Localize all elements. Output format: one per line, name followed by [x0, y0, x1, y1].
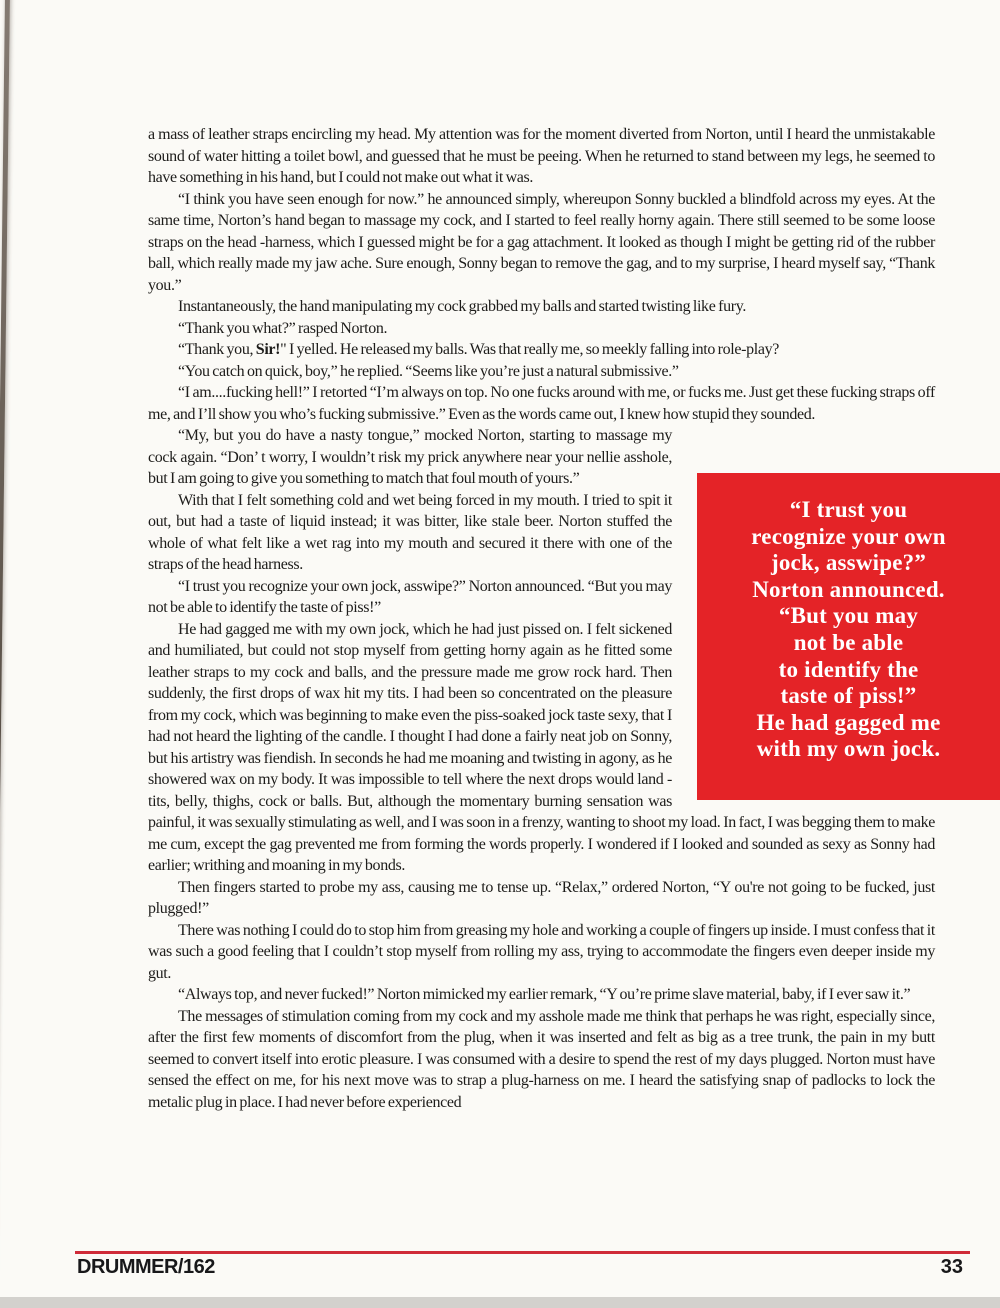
pull-quote: [697, 473, 1000, 800]
pull-quote-line: taste of piss!”: [780, 683, 917, 709]
pull-quote-line: “I trust you: [789, 497, 908, 522]
paragraph-text: “Thank you,: [178, 341, 256, 358]
pull-quote-line: not be able: [793, 629, 904, 655]
footer-magazine-title: DRUMMER/162: [77, 1256, 215, 1278]
paragraph: “You catch on quick, boy,” he replied. “Seems like you’re just a natural submissive.”: [178, 362, 679, 380]
pull-quote-line: jock, asswipe?”: [770, 550, 927, 576]
bold-word: Sir!: [255, 341, 281, 358]
paragraph-text: " I yelled. He released my balls. Was that really me, so meekly falling into role-play?: [280, 341, 780, 358]
paragraph: a mass of leather straps encircling my head. My attention was for the moment diverted from Norton, until I heard the unmistakable sound of water hitting a toilet bowl, and guessed that he must be peeing. When he returned to stand between my legs, he seemed to have something in his hand, but I could not make out what it was.: [148, 126, 935, 186]
paragraph: “I trust you recognize your own jock, asswipe?” Norton announced. “But you may not be able to identify the taste of piss!”: [148, 577, 672, 616]
page-bottom-edge: [0, 1297, 1000, 1308]
paragraph: “Always top, and never fucked!” Norton mimicked my earlier remark, “Y ou’re prime slave material, baby, if I ever saw it.”: [178, 986, 911, 1003]
paragraph: “Thank you what?” rasped Norton.: [178, 319, 388, 337]
pull-quote-line: He had gagged me: [756, 709, 941, 735]
footer-rule: [75, 1251, 970, 1254]
paragraph: He had gagged me with my own jock, which he had just pissed on. I felt sickened and humiliated, but could not stop myself from getting horny again as he fitted some leather straps to my cock and balls, and the pressure made me grow rock hard. Then suddenly, the first drops of wax hit my tits. I had been so concentrated on the pleasure from my cock, which was beginning to make even the piss-soaked jock taste sexy, that I had not heard the lighting of the candle. I thought I had done a fairly neat job on Sonny, but his artistry was fiendish. In seconds he had me moaning and twisting in agony, as he showered wax on my body. It was impossible to tell where the next drops would land - tits, belly, thighs, cock or balls. But, although the momentary burning sensation was painful, it was sexually stimulating as well, and I was soon in a frenzy, wanting to shoot my load. In fact, I was begging them to make me cum, except the gag prevented me from forming the words properly. I wondered if I looked and sounded as sexy as Sonny had earlier; writhing and moaning in my bonds.: [148, 620, 935, 874]
paragraph: With that I felt something cold and wet being forced in my mouth. I tried to spit it out, but had a taste of liquid instead; it was bitter, like stale beer. Norton stuffed the whole of what felt like a wet rag into my mouth and secured it there with one of the straps of the head harness.: [148, 491, 672, 573]
paragraph: “My, but you do have a nasty tongue,” mocked Norton, starting to massage my cock again. “Don’ t worry, I wouldn’t risk my prick anywhere near your nellie asshole, but I am going to give you something to match that foul mouth of yours.”: [148, 427, 672, 487]
paragraph: “I am....fucking hell!” I retorted “I’m always on top. No one fucks around with me, or fucks me. Just get these fucking straps off me, and I’ll show you who’s fucking submissive.” Even as the words came out, I knew how stupid they sounded.: [148, 384, 935, 423]
footer-page-number: 33: [940, 1256, 963, 1278]
pull-quote-line: with my own jock.: [756, 736, 941, 762]
paragraph: “I think you have seen enough for now.” he announced simply, whereupon Sonny buckled a blindfold across my eyes. At the same time, Norton’s hand began to massage my cock, and I started to feel really horny again. There still seemed to be some loose straps on the head -harness, which I guessed might be for a gag attachment. It looked as though I might be getting rid of the rubber ball, which really made my jaw ache. Sure enough, Sonny began to remove the gag, and to my surprise, I heard myself say, “Thank you.”: [148, 190, 935, 294]
paragraph: There was nothing I could do to stop him from greasing my hole and working a couple of fingers up inside. I must confess that it was such a good feeling that I couldn’t stop myself from rolling my ass, trying to accommodate the fingers even deeper inside my gut.: [148, 921, 935, 982]
paragraph: The messages of stimulation coming from my cock and my asshole made me think that perhaps he was right, especially since, after the first few moments of discomfort from the plug, when it was inserted and felt as big as a tree trunk, the pain in my butt seemed to convert itself into erotic pleasure. I was consumed with a desire to spend the rest of my days plugged. Norton must have sensed the effect on me, for his next move was to strap a plug-harness on me. I heard the satisfying snap of padlocks to lock the metalic plug in place. I had never before experienced: [148, 1007, 935, 1111]
pull-quote-line: recognize your own: [751, 523, 946, 549]
pull-quote-line: “But you may: [778, 603, 919, 629]
paragraph: Instantaneously, the hand manipulating my cock grabbed my balls and started twisting like fury.: [178, 298, 746, 315]
paragraph: [148, 339, 935, 361]
pull-quote-line: to identify the: [778, 656, 919, 682]
paragraph: Then fingers started to probe my ass, causing me to tense up. “Relax,” ordered Norton, “Y ou're not going to be fucked, just plugged!”: [148, 878, 935, 917]
pull-quote-line: Norton announced.: [752, 576, 945, 602]
